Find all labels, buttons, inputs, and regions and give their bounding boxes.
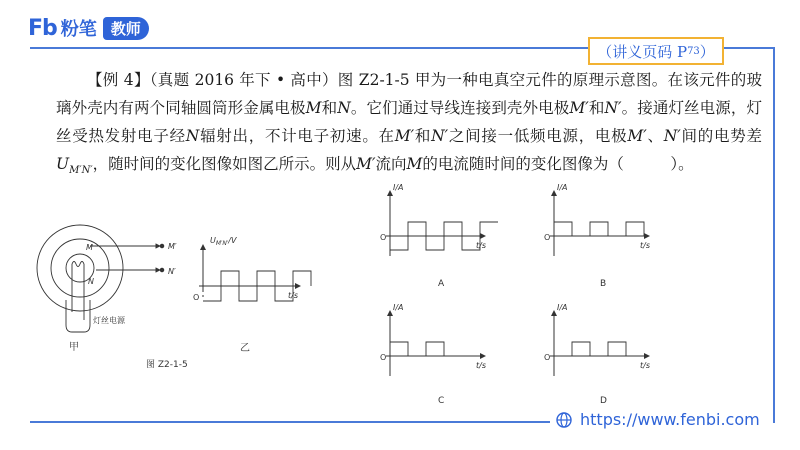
sym-nprime-2: N′ [431,127,449,145]
label-yi: 乙 [240,343,250,354]
sym-m: M [305,99,322,117]
footer-url-text: https://www.fenbi.com [580,410,760,429]
q-part-11: ，随时间的变化图像如图乙所示。则从 [92,155,357,173]
yi-ylabel: $U_{M'N'}/V$ [210,236,237,247]
sym-n-2: N [185,127,200,145]
option-letter-d: D [600,396,607,406]
brand-name: 粉笔 [60,19,97,40]
yi-xlabel: t/s [288,291,298,300]
label-mprime: M′ [168,242,177,251]
brand-mark: Fb [28,15,57,41]
option-xlabel: t/s [476,241,486,250]
brand-badge: 教师 [103,17,149,40]
label-n: N [88,277,94,286]
option-letter-b: B [600,279,607,289]
label-m: M [86,243,93,252]
option-current-wave [390,342,444,356]
terminal-mprime [160,244,164,248]
q-part-13: 的电流随时间的变化图像为（ ）。 [422,155,694,173]
outer-electrode-circle [37,225,123,311]
q-part-2: 和 [321,99,338,117]
middle-electrode-circle [51,239,109,297]
option-graph-d [544,303,650,406]
q-part-3: 。它们通过导线连接到壳外电极 [350,99,570,117]
q-part-12: 流向 [375,155,407,173]
filament-coil [72,262,84,267]
option-graph-a [380,183,498,289]
option-origin: O [380,233,387,242]
figure-caption: 图 Z2-1-5 [146,360,188,370]
glass-stem [66,300,90,332]
label-nprime: N′ [168,267,176,276]
option-origin: O [380,353,387,362]
terminal-nprime [160,268,164,272]
q-part-5: 。接通灯丝电源，灯丝受热发射电子经 [56,99,762,145]
option-xlabel: t/s [640,361,650,370]
sym-mprime-2: M′ [394,127,415,145]
option-letter-c: C [438,396,445,406]
q-part-6: 辐射出，不计电子初速。在 [199,127,395,145]
page-ref-label: （讲义页码 P [597,42,688,61]
page-ref-close: ） [699,42,715,61]
option-origin: O [544,353,551,362]
option-current-wave [554,222,644,236]
q-part-9: 、 [646,127,664,145]
page-ref-number: 73 [687,45,700,57]
sym-nprime-3: N′ [663,127,681,145]
option-origin: O [544,233,551,242]
option-ylabel: I/A [393,303,404,312]
q-part-1: 【例 4】（真题 2016 年下 • 高中）图 Z2-1-5 甲为一种电真空元件的原理示意图。在该元件的玻璃外壳内有两个同轴圆筒形金属电极 [56,71,762,117]
option-ylabel: I/A [557,183,568,192]
label-filament-power: 灯丝电源 [93,316,125,325]
option-xlabel: t/s [640,241,650,250]
option-current-wave [554,342,626,356]
option-xlabel: t/s [476,361,486,370]
option-ylabel: I/A [557,303,568,312]
footer-url[interactable] [556,410,760,429]
option-graph-c [380,303,486,406]
sym-nprime: N′ [604,99,622,117]
q-part-4: 和 [588,99,605,117]
answer-options [380,183,650,406]
option-letter-a: A [438,279,445,289]
label-jia: 甲 [69,342,79,353]
globe-icon [556,412,572,428]
sym-mprime-3: M′ [627,127,647,145]
sym-mprime-4: M′ [356,155,376,173]
sym-u: U [56,155,70,173]
sym-n: N [337,99,351,117]
option-ylabel: I/A [393,183,404,192]
yi-origin: O [193,293,200,302]
q-part-7: 和 [414,127,432,145]
sym-u-sub: M′N′ [69,165,93,177]
q-part-8: 之间接一低频电源，电极 [448,127,628,145]
option-graph-b [544,183,650,289]
sym-mprime: M′ [569,99,589,117]
q-part-10: 间的电势差 [680,127,762,145]
sym-m-2: M [406,155,423,173]
